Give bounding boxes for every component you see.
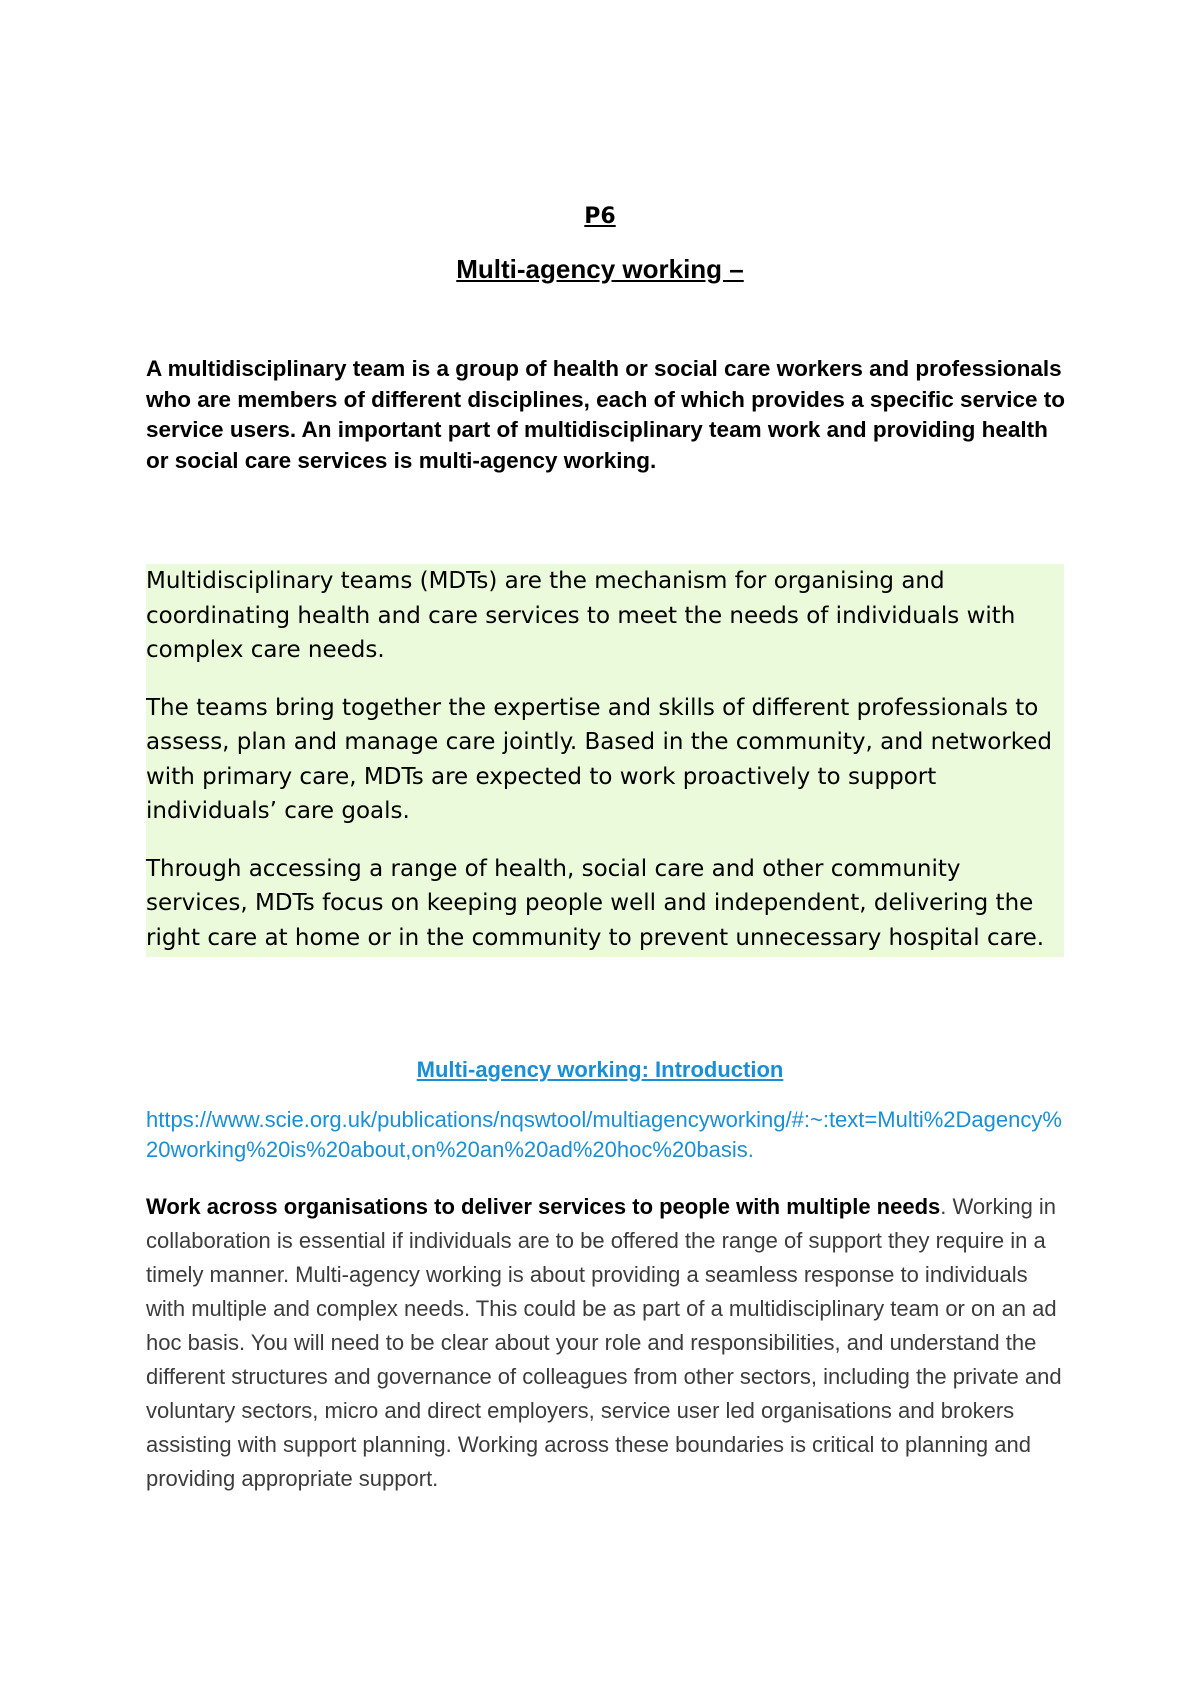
body-lead-sentence: Work across organisations to deliver services to people with multiple needs [146, 1194, 941, 1219]
highlighted-block [146, 564, 1064, 957]
highlight-paragraph-2: The teams bring together the expertise and skills of different professionals to assess, plan and manage care jointly. Based in the community, and networked with primary care, MDTs are expected to work proactively to support individuals’ care goals. [146, 694, 1053, 824]
intro-paragraph: A multidisciplinary team is a group of health or social care workers and professionals who are members of different disciplines, each of which provides a specific service to service users. An important part of multidisciplinary team work and providing health or social care services is multi-agency working. [146, 356, 1066, 473]
body-lead-punctuation: . [940, 1194, 947, 1219]
source-url-link[interactable]: https://www.scie.org.uk/publications/nqswtool/multiagencyworking/#:~:text=Multi%2Dagency%20working%20is%20about,on%20an%20ad%20hoc%20basis. [146, 1107, 1062, 1162]
section-label: P6 [584, 204, 616, 229]
highlight-paragraph-3: Through accessing a range of health, social care and other community services, MDTs focus on keeping people well and independent, delivering the right care at home or in the community to prevent unnecessary hospital care. [146, 855, 1045, 951]
source-link-heading[interactable]: Multi-agency working: Introduction [416, 1057, 784, 1082]
body-paragraph [146, 1190, 1068, 1496]
body-text: Working in collaboration is essential if individuals are to be offered the range of support they require in a timely manner. Multi-agency working is about providing a seamless response to individuals with multiple and complex needs. This could be as part of a multidisciplinary team or on an ad hoc basis. You will need to be clear about your role and responsibilities, and understand the different structures and governance of colleagues from other sectors, including the private and voluntary sectors, micro and direct employers, service user led organisations and brokers assisting with support planning. Working across these boundaries is critical to planning and providing appropriate support. [146, 1194, 1062, 1491]
highlight-paragraph-1: Multidisciplinary teams (MDTs) are the mechanism for organising and coordinating health and care services to meet the needs of individuals with complex care needs. [146, 568, 1016, 663]
page-title: Multi-agency working – [456, 254, 744, 284]
